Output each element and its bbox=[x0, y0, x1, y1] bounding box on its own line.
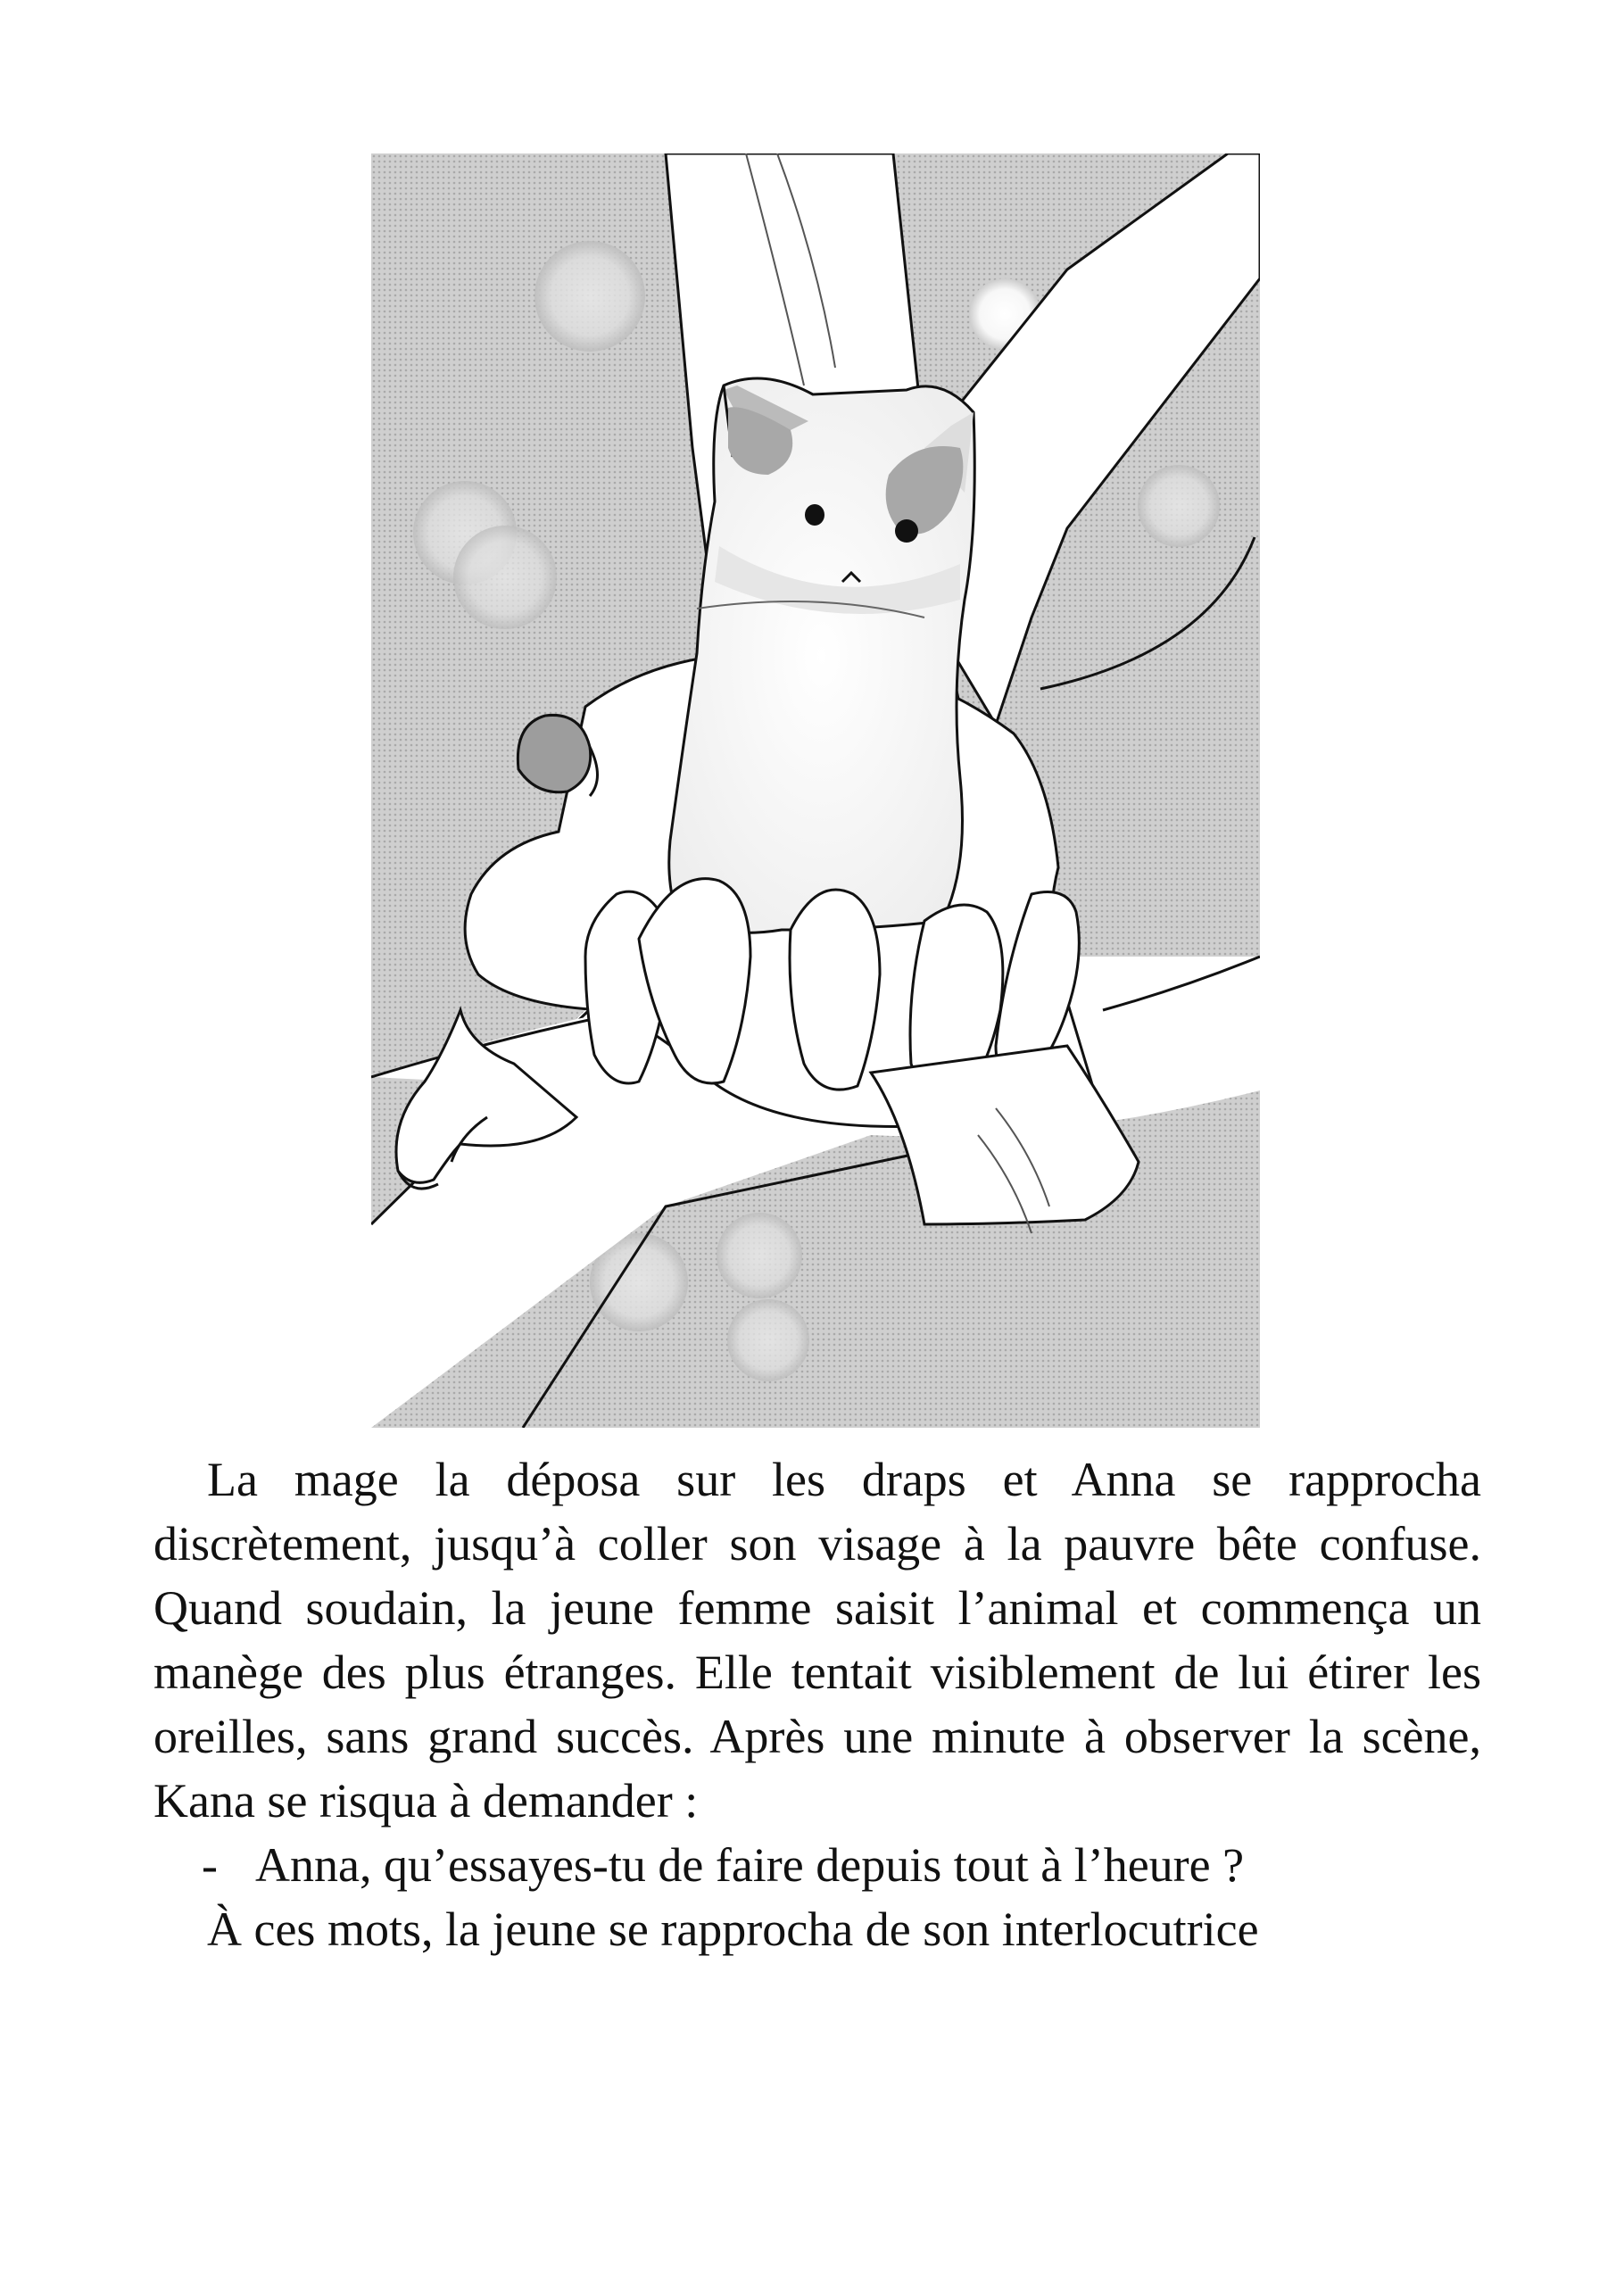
body-text bbox=[153, 1447, 1481, 1961]
cat-in-hands-illustration bbox=[371, 153, 1260, 1428]
cat-paw bbox=[518, 715, 590, 792]
illustration-svg bbox=[371, 153, 1260, 1428]
dialogue-text: Anna, qu’essayes-tu de faire depuis tout à l’heure ? bbox=[255, 1838, 1245, 1892]
cat-eye-left bbox=[805, 504, 824, 526]
dialogue-dash: - bbox=[202, 1838, 218, 1892]
narrative-paragraph-continued: À ces mots, la jeune se rapprocha de son interlocutrice bbox=[207, 1902, 1259, 1956]
cat-eye-right bbox=[895, 519, 918, 543]
dialogue-line bbox=[153, 1833, 1481, 1897]
narrative-paragraph: La mage la déposa sur les draps et Anna se rapprocha discrètement, jusqu’à coller son visage à la pauvre bête confuse. Quand soudain, la jeune femme saisit l’animal et commença un manège des plus étranges. Elle tentait visiblement de lui étirer les oreilles, sans grand succès. Après une minute à observer la scène, Kana se risqua à demander : bbox=[153, 1453, 1481, 1828]
